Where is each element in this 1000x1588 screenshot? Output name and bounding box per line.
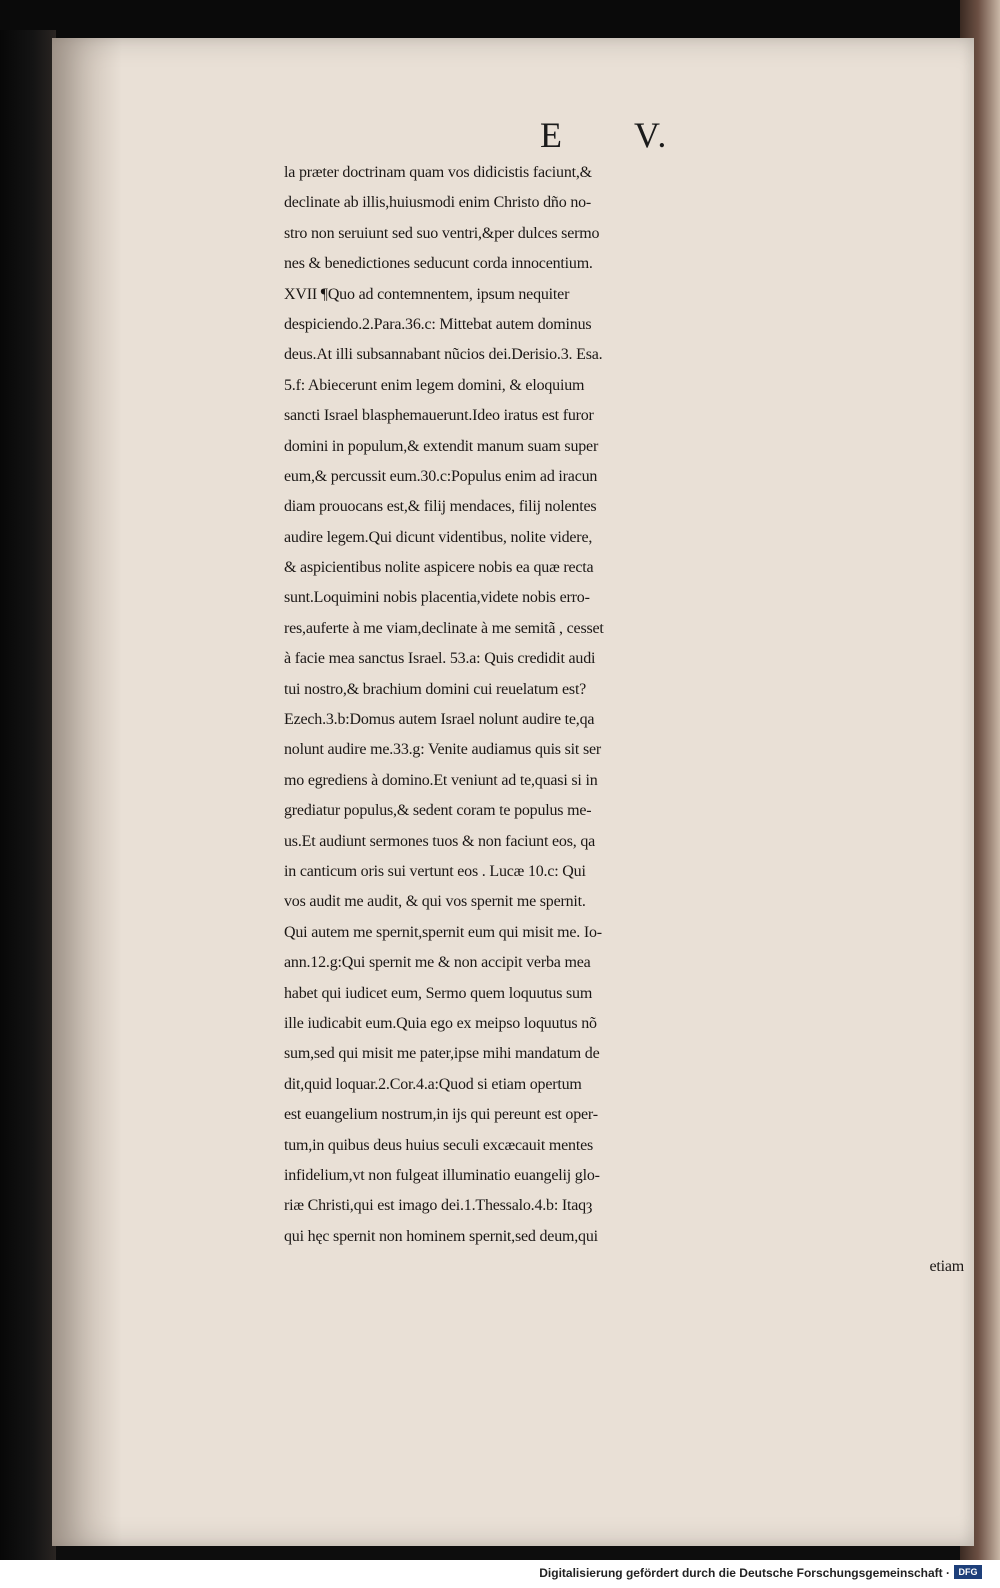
body-text [284, 158, 964, 1282]
running-head-letter: E [540, 115, 564, 155]
text-line: est euangelium nostrum,in ijs qui pereunt est oper- [284, 1106, 598, 1124]
text-line: declinate ab illis,huiusmodi enim Christo dño no- [284, 194, 592, 212]
text-line: domini in populum,& extendit manum suam super [284, 437, 599, 455]
text-line: nolunt audire me.33.g: Venite audiamus quis sit ser [284, 741, 602, 759]
text-line: nes & benedictiones seducunt corda innocentium. [284, 255, 593, 273]
text-line: ann.12.g:Qui spernit me & non accipit verba mea [284, 954, 591, 972]
text-line: XVII ¶Quo ad contemnentem, ipsum nequiter [284, 285, 570, 303]
text-line: 5.f: Abiecerunt enim legem domini, & eloquium [284, 376, 585, 394]
text-line: grediatur populus,& sedent coram te populus me- [284, 802, 592, 820]
scan-top-border [0, 0, 1000, 40]
text-line: audire legem.Qui dicunt videntibus, nolite videre, [284, 528, 593, 546]
text-line: in canticum oris sui vertunt eos . Lucæ 10.c: Qui [284, 862, 586, 880]
text-line: us.Et audiunt sermones tuos & non faciunt eos, qa [284, 832, 596, 850]
text-line: qui hęc spernit non hominem spernit,sed deum,qui [284, 1227, 598, 1245]
footer-bar [0, 1560, 1000, 1588]
text-line: tum,in quibus deus huius seculi excæcauit mentes [284, 1136, 594, 1154]
text-line: deus.At illi subsannabant nũcios dei.Derisio.3. Esa. [284, 346, 603, 364]
page-gutter-shadow [52, 38, 122, 1546]
text-line: stro non seruiunt sed suo ventri,&per dulces sermo [284, 224, 600, 242]
text-line: dit,quid loquar.2.Cor.4.a:Quod si etiam opertum [284, 1075, 582, 1093]
text-line: Ezech.3.b:Domus autem Israel nolunt audire te,qa [284, 711, 595, 729]
text-line: à facie mea sanctus Israel. 53.a: Quis credidit audi [284, 650, 596, 668]
text-line: riæ Christi,qui est imago dei.1.Thessalo.4.b: Itaqȝ [284, 1197, 593, 1215]
text-line: despiciendo.2.Para.36.c: Mittebat autem dominus [284, 315, 592, 333]
text-line: diam prouocans est,& filij mendaces, filij nolentes [284, 498, 597, 516]
text-line: res,auferte à me viam,declinate à me semitã , cesset [284, 619, 604, 637]
text-line: habet qui iudicet eum, Sermo quem loquutus sum [284, 984, 593, 1002]
text-line: ille iudicabit eum.Quia ego ex meipso loquutus nõ [284, 1014, 597, 1032]
text-line: & aspicientibus nolite aspicere nobis ea quæ recta [284, 559, 594, 577]
text-line: infidelium,vt non fulgeat illuminatio euangelij glo- [284, 1166, 600, 1184]
text-line: sum,sed qui misit me pater,ipse mihi mandatum de [284, 1045, 600, 1063]
text-line: eum,& percussit eum.30.c:Populus enim ad iracun [284, 467, 598, 485]
text-line: mo egrediens à domino.Et veniunt ad te,quasi si in [284, 771, 598, 789]
dfg-logo-icon: DFG [954, 1565, 982, 1579]
text-line: sancti Israel blasphemauerunt.Ideo iratus est furor [284, 407, 594, 425]
running-head-number: V. [634, 115, 669, 155]
funding-credit: Digitalisierung gefördert durch die Deutsche Forschungsgemeinschaft · [539, 1566, 950, 1580]
text-line: vos audit me audit, & qui vos spernit me spernit. [284, 893, 586, 911]
catchword: etiam [929, 1258, 964, 1276]
text-line: Qui autem me spernit,spernit eum qui misit me. Io- [284, 923, 602, 941]
running-head [540, 114, 668, 156]
text-line: sunt.Loquimini nobis placentia,videte nobis erro- [284, 589, 590, 607]
text-line: la præter doctrinam quam vos didicistis faciunt,& [284, 164, 592, 181]
text-line: tui nostro,& brachium domini cui reuelatum est? [284, 680, 587, 698]
book-left-edge [0, 30, 56, 1560]
